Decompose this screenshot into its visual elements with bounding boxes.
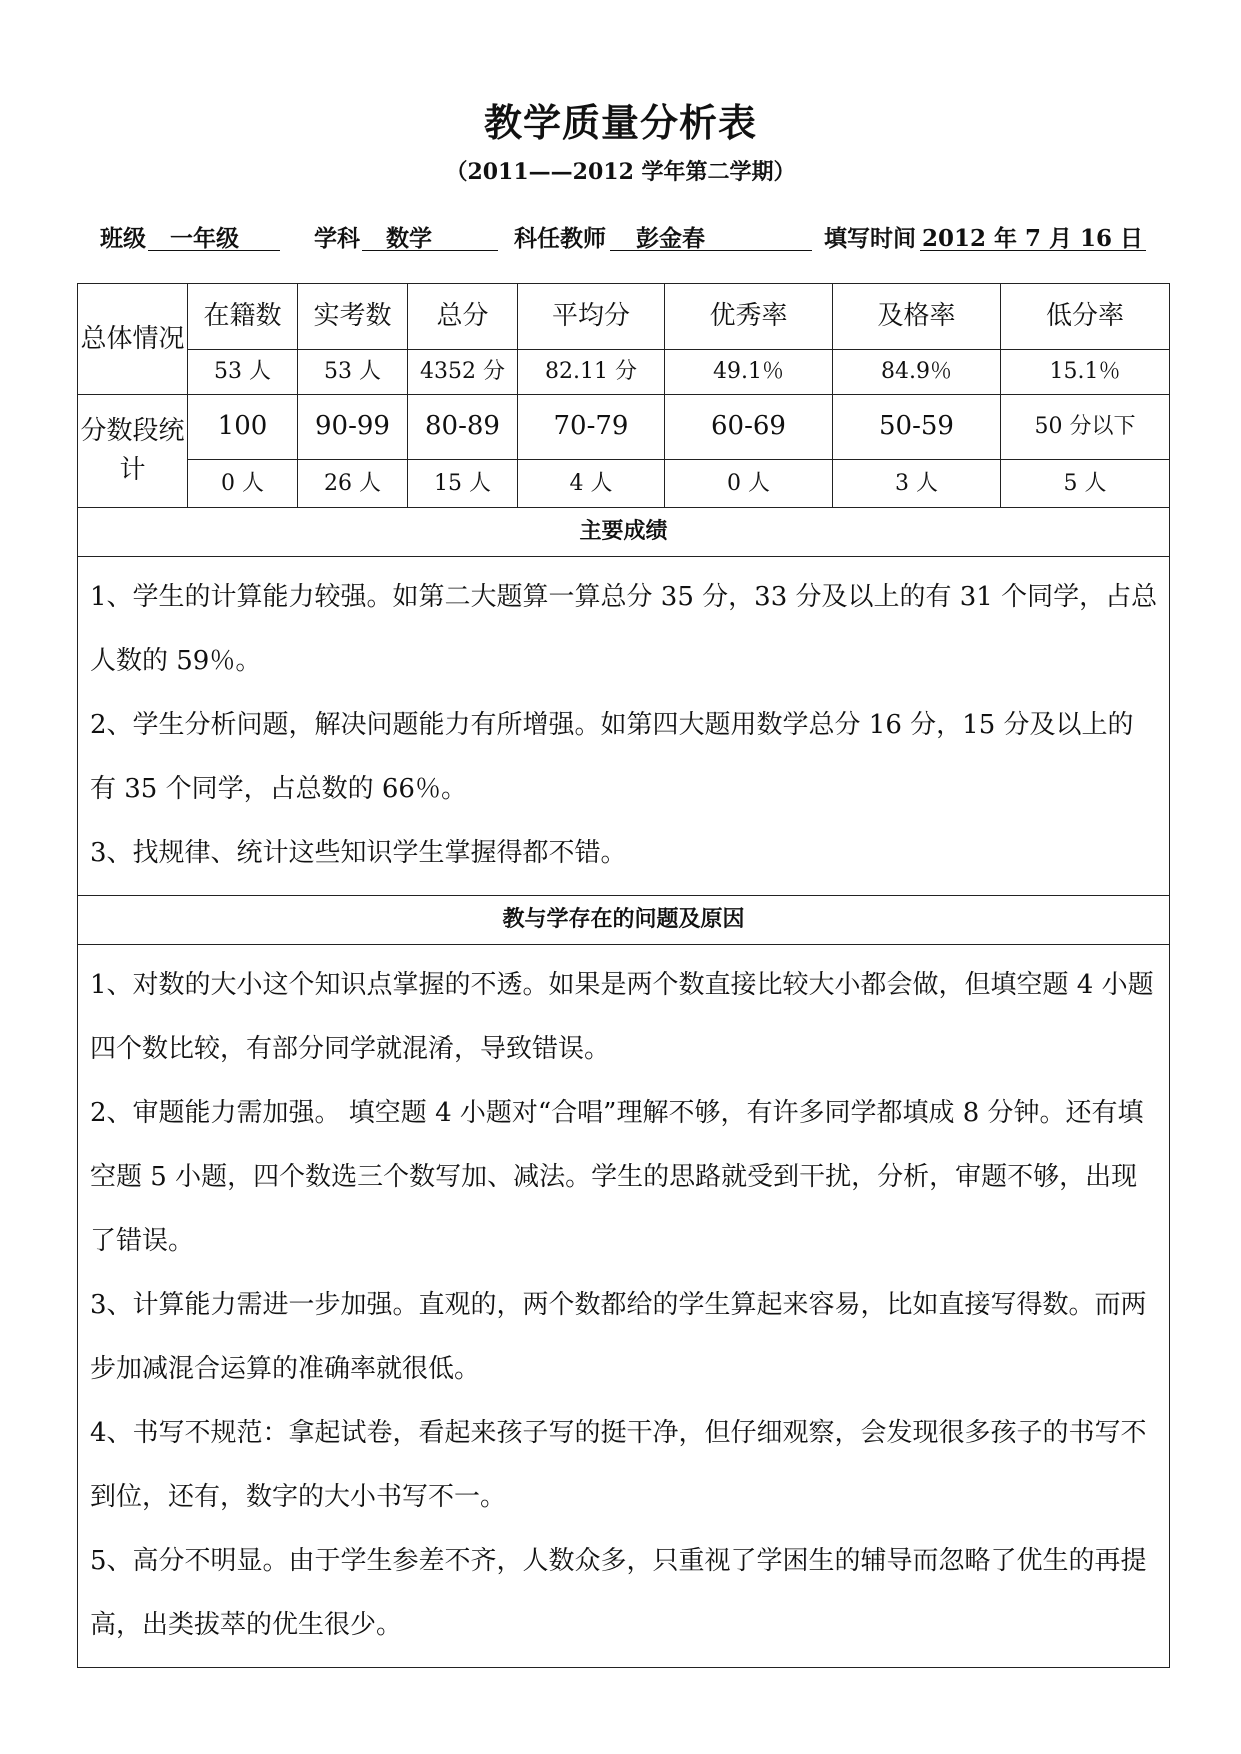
teacher-value: 彭金春 — [610, 220, 812, 251]
achievement-item: 3、找规律、统计这些知识学生掌握得都不错。 — [90, 838, 627, 868]
overall-header: 在籍数 — [188, 284, 298, 350]
subject-label: 学科 — [314, 225, 360, 252]
achievement-item: 1、学生的计算能力较强。如第二大题算一算总分 35 分，33 分及以上的有 31 个同学，占总人数的 59％。 — [90, 582, 1158, 676]
problems-body — [78, 945, 1170, 1668]
score-band-value: 0 人 — [665, 460, 833, 508]
overall-row-label: 总体情况 — [78, 284, 188, 395]
overall-header: 实考数 — [298, 284, 408, 350]
score-band-value: 3 人 — [833, 460, 1001, 508]
class-value: 一年级 — [148, 220, 280, 251]
score-band-header: 50-59 — [833, 395, 1001, 460]
date-label: 填写时间 — [824, 225, 916, 252]
problem-item: 3、计算能力需进一步加强。直观的，两个数都给的学生算起来容易，比如直接写得数。而两步加减混合运算的准确率就很低。 — [90, 1290, 1147, 1384]
info-line — [100, 220, 1150, 254]
achievements-body — [78, 557, 1170, 896]
subject-value: 数学 — [362, 220, 498, 251]
overall-value: 84.9％ — [833, 350, 1001, 395]
score-band-header: 50 分以下 — [1001, 395, 1170, 460]
score-band-value: 4 人 — [518, 460, 665, 508]
overall-value: 82.11 分 — [518, 350, 665, 395]
score-band-row-label: 分数段统计 — [78, 395, 188, 508]
overall-value: 49.1％ — [665, 350, 833, 395]
overall-header: 及格率 — [833, 284, 1001, 350]
achievements-heading: 主要成绩 — [78, 508, 1170, 557]
page-subtitle: （2011——2012 学年第二学期） — [445, 159, 796, 185]
date-value: 2012 年 7 月 16 日 — [920, 220, 1146, 251]
overall-value: 53 人 — [188, 350, 298, 395]
problem-item: 5、高分不明显。由于学生参差不齐，人数众多，只重视了学困生的辅导而忽略了优生的再提高，出类拔萃的优生很少。 — [90, 1546, 1147, 1640]
score-band-header: 60-69 — [665, 395, 833, 460]
analysis-table — [77, 283, 1170, 1668]
page-title: 教学质量分析表 — [483, 100, 757, 145]
teacher-label: 科任教师 — [514, 225, 606, 252]
overall-header: 优秀率 — [665, 284, 833, 350]
problems-heading: 教与学存在的问题及原因 — [78, 896, 1170, 945]
score-band-value: 0 人 — [188, 460, 298, 508]
overall-header: 平均分 — [518, 284, 665, 350]
problem-item: 2、审题能力需加强。 填空题 4 小题对“合唱”理解不够，有许多同学都填成 8 分钟。还有填空题 5 小题，四个数选三个数写加、减法。学生的思路就受到干扰，分析，审题不够，出现了错误。 — [90, 1098, 1144, 1256]
problem-item: 4、书写不规范：拿起试卷，看起来孩子写的挺干净，但仔细观察，会发现很多孩子的书写不到位，还有，数字的大小书写不一。 — [90, 1418, 1147, 1512]
score-band-header: 80-89 — [408, 395, 518, 460]
score-band-value: 15 人 — [408, 460, 518, 508]
achievement-item: 2、学生分析问题，解决问题能力有所增强。如第四大题用数学总分 16 分，15 分及以上的有 35 个同学，占总数的 66％。 — [90, 710, 1134, 804]
overall-value: 53 人 — [298, 350, 408, 395]
score-band-header: 100 — [188, 395, 298, 460]
score-band-header: 70-79 — [518, 395, 665, 460]
score-band-value: 5 人 — [1001, 460, 1170, 508]
score-band-value: 26 人 — [298, 460, 408, 508]
problem-item: 1、对数的大小这个知识点掌握的不透。如果是两个数直接比较大小都会做，但填空题 4 小题四个数比较，有部分同学就混淆，导致错误。 — [90, 970, 1154, 1064]
overall-value: 4352 分 — [408, 350, 518, 395]
overall-value: 15.1％ — [1001, 350, 1170, 395]
score-band-header: 90-99 — [298, 395, 408, 460]
class-label: 班级 — [100, 225, 146, 252]
overall-header: 总分 — [408, 284, 518, 350]
overall-header: 低分率 — [1001, 284, 1170, 350]
